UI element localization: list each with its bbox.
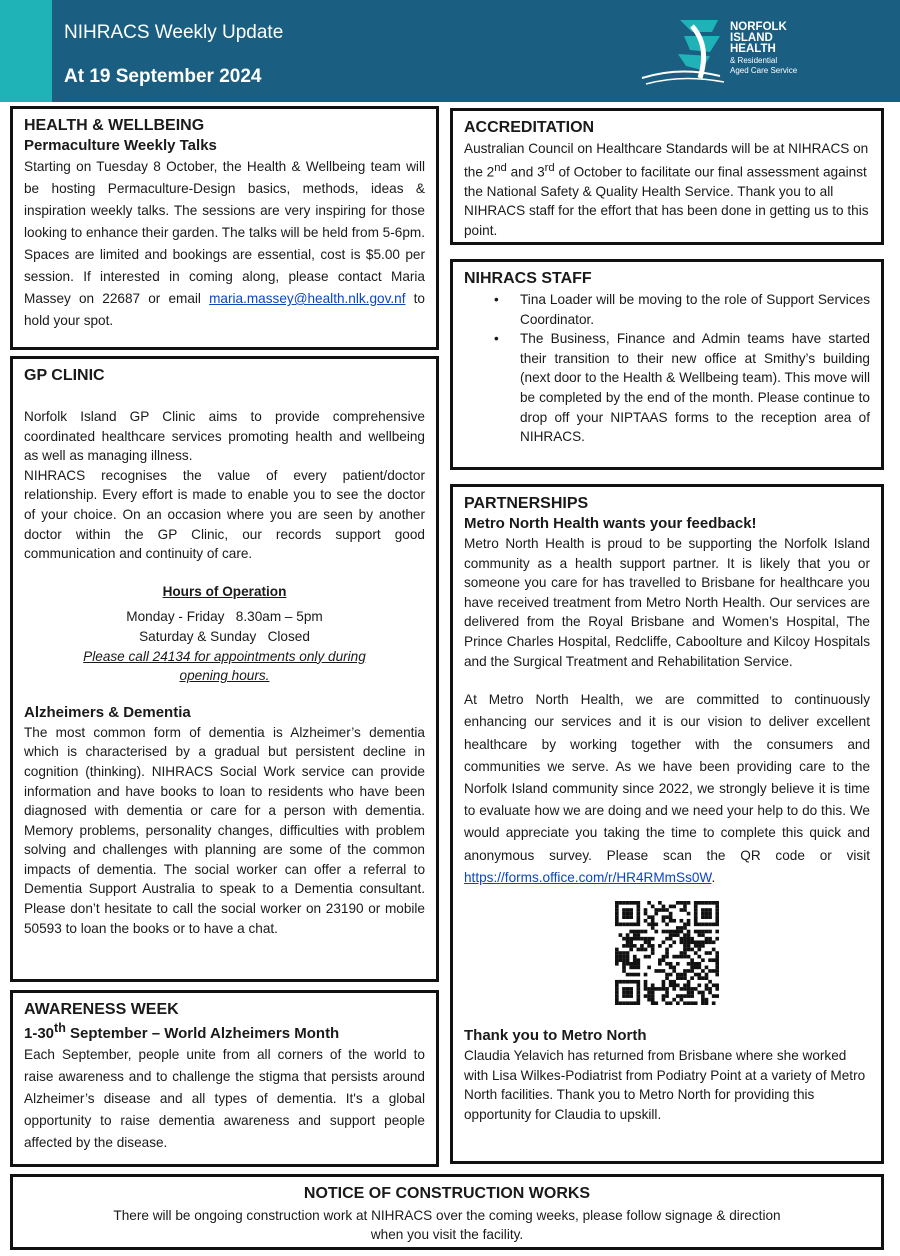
section-heading: ACCREDITATION — [464, 119, 595, 136]
section-heading: HEALTH & WELLBEING — [24, 117, 205, 134]
notice-body-line2: when you visit the facility. — [370, 1227, 524, 1242]
header-banner — [0, 0, 900, 102]
staff-list — [464, 290, 870, 447]
list-item: • Tina Loader will be moving to the role of Support Services Coordinator. — [494, 292, 870, 327]
newsletter-date: At 19 September 2024 — [64, 66, 262, 87]
section-subheading: 1-30th September – World Alzheimers Month — [24, 1021, 340, 1042]
thanks-body: Claudia Yelavich has returned from Brisbane where she worked with Lisa Wilkes-Podiatrist from Podiatry Point at a variety of Metro North facilities. Thank you to Metro North for providing this opportunity for Claudia to upskill. — [464, 1047, 866, 1122]
awareness-week-section — [10, 990, 439, 1167]
hours-title: Hours of Operation — [162, 583, 287, 599]
partnerships-section — [450, 484, 884, 1164]
section-heading: GP CLINIC — [24, 367, 105, 384]
accreditation-section — [450, 108, 884, 245]
thanks-heading: Thank you to Metro North — [464, 1026, 647, 1044]
alzheimers-heading: Alzheimers & Dementia — [24, 703, 191, 721]
notice-body-line1: There will be ongoing construction work at NIHRACS over the coming weeks, please follow signage & direction — [113, 1208, 781, 1223]
partnership-survey: At Metro North Health, we are committed to continuously enhancing our services and it is our vision to deliver excellent healthcare by working together with the consumers and communities we serve. As we have been providing care to the Norfolk Island community since 2022, we strongly believe it is time to evaluate how we are doing and we need your help to do this. We would appreciate you taking the time to complete this quick and anonymous survey. Please scan the QR code or visit https://forms.office.com/r/HR4RMmSs0W. — [464, 692, 870, 885]
hours-note: Please call 24134 for appointments only during opening hours. — [83, 648, 366, 684]
gp-intro: Norfolk Island GP Clinic aims to provide comprehensive coordinated healthcare services promoting health and wellbeing as well as managing illness. — [24, 409, 425, 464]
survey-qr-code[interactable] — [615, 901, 719, 1005]
notice-heading: NOTICE OF CONSTRUCTION WORKS — [303, 1185, 591, 1202]
header-accent-bar — [0, 0, 52, 102]
gp-relationship: NIHRACS recognises the value of every patient/doctor relationship. Every effort is made to enable you to see the doctor of your choice. On an occasion where you are seen by another doctor within the GP Clinic, our records support good communication and continuity of care. — [24, 467, 425, 562]
section-heading: AWARENESS WEEK — [24, 1001, 179, 1018]
construction-notice — [10, 1174, 884, 1250]
section-heading: PARTNERSHIPS — [464, 495, 589, 512]
hours-weekend: Saturday & Sunday Closed — [139, 628, 310, 644]
health-wellbeing-section — [10, 106, 439, 350]
logo-wordmark: NORFOLK ISLAND HEALTH & Residential Aged Care Service — [730, 21, 798, 75]
list-item: • The Business, Finance and Admin teams have started their transition to their new office at Smithy’s building (next door to the Health & Wellbeing team). This move will be completed by the end of the month. Please continue to drop off your NIPTAAS forms to the reception area of NIHRACS. — [494, 331, 870, 445]
section-heading: NIHRACS STAFF — [464, 270, 592, 287]
staff-section — [450, 259, 884, 470]
section-body: Starting on Tuesday 8 October, the Health & Wellbeing team will be hosting Permaculture-Design basics, methods, ideas & inspiration weekly talks. The sessions are very inspiring for those looking to enhance their garden. The talks will be held from 5-6pm. Spaces are limited and bookings are essential, cost is $5.00 per session. If interested in coming along, please contact Maria Massey on 22687 or email maria.massey@health.nlk.gov.nf to hold your spot. — [24, 159, 425, 328]
bullet-icon: • — [494, 292, 499, 307]
section-body: Each September, people unite from all corners of the world to raise awareness and to challenge the stigma that persists around Alzheimer’s disease and all types of dementia. It's a global opportunity to raise dementia awareness and support people affected by the disease. — [24, 1047, 425, 1150]
partnership-intro: Metro North Health is proud to be supporting the Norfolk Island community as a health support partner. It is likely that you or someone you care for has travelled to Brisbane for healthcare you have received treatment from Metro North Health. Our services are delivered from the Royal Brisbane and Women’s Hospital, The Prince Charles Hospital, Redcliffe, Caboolture and Kilcoy Hospitals and the Surgical Treatment and Rehabilitation Service. — [464, 536, 870, 669]
section-body: Australian Council on Healthcare Standards will be at NIHRACS on the 2nd and 3rd of October to facilitate our final assessment against the National Safety & Quality Health Service. Thank you to all NIHRACS staff for the effort that has been done in getting us to this point. — [464, 141, 869, 238]
survey-link[interactable]: https://forms.office.com/r/HR4RMmSs0W — [464, 869, 712, 885]
section-subheading: Permaculture Weekly Talks — [24, 137, 217, 154]
newsletter-title: NIHRACS Weekly Update — [64, 22, 284, 43]
hours-weekday: Monday - Friday 8.30am – 5pm — [126, 609, 323, 625]
alzheimers-body: The most common form of dementia is Alzheimer’s dementia which is characterised by a gradual but persistent decline in cognition (thinking). NIHRACS Social Work service can provide information and have books to loan to residents who have been diagnosed with dementia or care for a person with dementia. Memory problems, personality changes, difficulties with problem solving and challenges with planning are some of the common impacts of dementia. The social worker can offer a referral to Dementia Support Australia to speak to a Dementia consultant. Please don’t hesitate to call the social worker on 23190 or mobile 50593 to loan the books or to have a chat. — [24, 724, 425, 936]
email-link[interactable]: maria.massey@health.nlk.gov.nf — [209, 291, 406, 306]
bullet-icon: • — [494, 331, 499, 347]
section-subheading: Metro North Health wants your feedback! — [464, 515, 757, 532]
gp-clinic-section — [10, 356, 439, 982]
